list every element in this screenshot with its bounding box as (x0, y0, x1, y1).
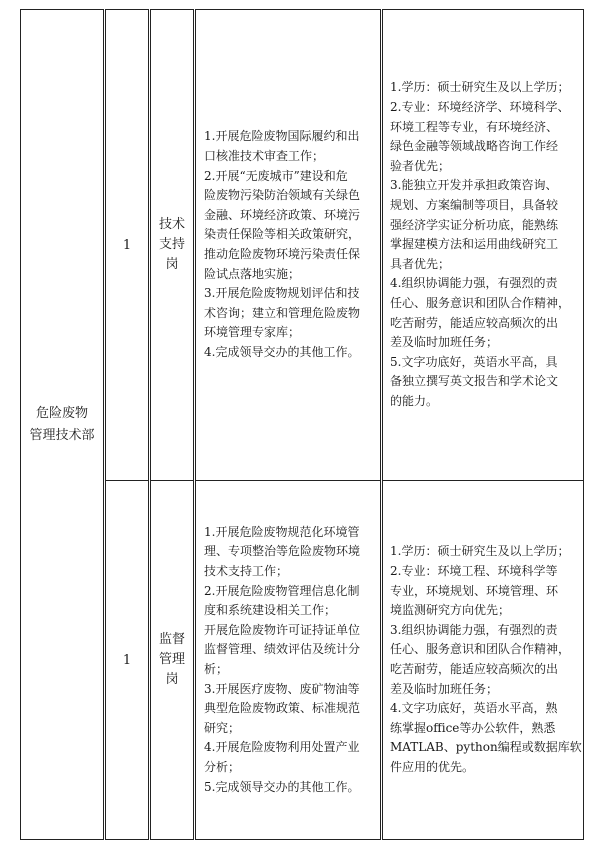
requirement-line: 强经济学实证分析功底，能熟练 (390, 217, 559, 232)
requirement-line: 3.组织协调能力强，有强烈的责 (390, 622, 558, 637)
headcount: 1 (122, 237, 132, 253)
duty-line: 术咨询；建立和管理危险废物 (204, 305, 361, 320)
duty-line: 3.开展危险废物规划评估和技 (204, 286, 360, 301)
requirement-line: 绿色金融等领域战略咨询工作经 (390, 139, 559, 154)
requirement-line: 环境工程等专业，有环境经济、 (390, 119, 559, 134)
requirement-line: 验者优先； (390, 158, 451, 173)
requirement-line: 任心、服务意识和团队合作精神， (390, 295, 571, 310)
requirement-line: 境监测研究方向优先； (390, 603, 511, 618)
post-title-cell (150, 481, 195, 840)
requirement-line: MATLAB、python编程或数据库软 (390, 740, 582, 755)
requirement-line: 件应用的优先。 (390, 759, 475, 774)
requirements-cell (382, 481, 584, 840)
duty-line: 4.完成领导交办的其他工作。 (204, 344, 360, 359)
requirement-line: 差及临时加班任务； (390, 681, 499, 696)
requirement-line: 2.专业：环境经济学、环境科学、 (390, 100, 570, 115)
department-line: 管理技术部 (29, 427, 95, 443)
requirement-line: 4.文字功底好，英语水平高，熟 (390, 701, 558, 716)
table-row (21, 481, 584, 840)
duty-line: 分析； (204, 759, 241, 774)
duty-line: 4.开展危险废物利用处置产业 (204, 740, 360, 755)
requirement-line: 4.组织协调能力强，有强烈的责 (390, 276, 558, 291)
requirement-line: 专业，环境规划、环境管理、环 (390, 583, 559, 598)
duty-line: 3.开展医疗废物、废矿物油等 (204, 681, 360, 696)
duty-line: 理、专项整治等危险废物环境 (204, 544, 361, 559)
headcount-cell (105, 10, 150, 481)
duty-line: 技术支持工作； (204, 564, 289, 579)
requirement-line: 规划、方案编制等项目，具备较 (390, 198, 559, 213)
requirements-cell (382, 10, 584, 481)
duty-line: 典型危险废物政策、标准规范 (204, 701, 361, 716)
post-title-line: 监督 (158, 632, 185, 647)
requirement-line: 5.文字功底好，英语水平高，具 (390, 354, 558, 369)
duty-line: 监督管理、绩效评估及统计分 (204, 642, 361, 657)
job-table (20, 9, 584, 840)
post-title-line: 岗 (165, 257, 179, 272)
duty-line: 开展危险废物许可证持证单位 (204, 622, 361, 637)
post-title-line: 支持 (158, 237, 185, 252)
post-title-line: 管理 (158, 652, 185, 667)
department-line: 危险废物 (35, 405, 88, 421)
requirement-line: 1.学历：硕士研究生及以上学历； (390, 80, 570, 95)
duty-line: 染责任保险等相关政策研究， (204, 227, 361, 242)
duty-line: 度和系统建设相关工作； (204, 603, 337, 618)
requirement-line: 的能力。 (390, 393, 439, 408)
headcount: 1 (122, 652, 132, 668)
requirement-line: 具者优先； (390, 256, 451, 271)
requirement-line: 备独立撰写英文报告和学术论文 (390, 374, 559, 389)
duties-cell (195, 481, 382, 840)
requirement-line: 吃苦耐劳，能适应较高频次的出 (390, 315, 559, 330)
requirement-line: 1.学历：硕士研究生及以上学历； (390, 544, 570, 559)
duty-line: 析； (204, 662, 229, 676)
duty-line: 1.开展危险废物规范化环境管 (204, 524, 360, 539)
duty-line: 险废物污染防治领域有关绿色 (204, 188, 361, 203)
post-title-cell (150, 10, 195, 481)
duty-line: 推动危险废物环境污染责任保 (204, 247, 361, 261)
requirement-line: 2.专业：环境工程、环境科学等 (390, 564, 558, 579)
requirement-line: 练掌握office等办公软件，熟悉 (390, 720, 556, 735)
requirement-line: 3.能独立开发并承担政策咨询、 (390, 178, 558, 193)
requirement-line: 吃苦耐劳，能适应较高频次的出 (390, 662, 559, 676)
headcount-cell (105, 481, 150, 840)
requirement-line: 差及临时加班任务； (390, 335, 499, 350)
duty-line: 金融、环境经济政策、环境污 (204, 207, 361, 222)
duty-line: 研究； (204, 720, 241, 735)
table-row (21, 10, 584, 481)
duty-line: 环境管理专家库； (204, 325, 301, 340)
duty-line: 险试点落地实施； (204, 266, 301, 281)
duties-cell (195, 10, 382, 481)
requirement-line: 任心、服务意识和团队合作精神， (390, 642, 571, 657)
duty-line: 5.完成领导交办的其他工作。 (204, 779, 360, 794)
duty-line: 2.开展危险废物管理信息化制 (204, 583, 360, 598)
duty-line: 2.开展“无废城市”建设和危 (204, 168, 348, 183)
duty-line: 1.开展危险废物国际履约和出 (204, 129, 360, 144)
duty-line: 口核准技术审查工作； (204, 149, 325, 164)
post-title-line: 岗 (165, 672, 179, 687)
requirement-line: 掌握建模方法和运用曲线研究工 (390, 237, 559, 252)
department-cell (21, 10, 105, 840)
post-title-line: 技术 (158, 217, 185, 232)
